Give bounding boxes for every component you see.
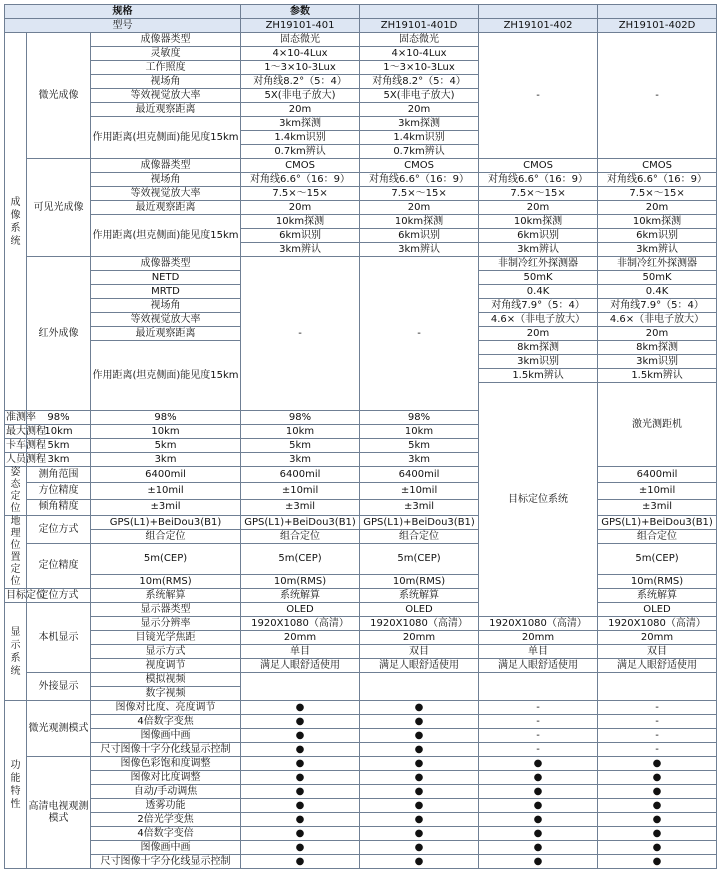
cell-value: 10m(RMS) bbox=[241, 575, 360, 589]
table-row bbox=[5, 467, 717, 483]
group-lowlight: 微光成像 bbox=[27, 33, 91, 159]
cell-value: GPS(L1)+BeiDou3(B1) bbox=[360, 516, 479, 530]
cell-value: ● bbox=[241, 757, 360, 771]
model-label: 型号 bbox=[5, 19, 241, 33]
row-label: 最近观察距离 bbox=[91, 201, 241, 215]
cell-value: ±10mil bbox=[360, 483, 479, 499]
cell-value: 5m(CEP) bbox=[241, 544, 360, 575]
row-label: 显示方式 bbox=[91, 645, 241, 659]
table-row bbox=[5, 855, 717, 869]
table-row bbox=[5, 659, 717, 673]
cell-value: 3km探测 bbox=[241, 117, 360, 131]
cell-value: 5km bbox=[91, 439, 241, 453]
cell-value: ● bbox=[241, 743, 360, 757]
table-row bbox=[5, 544, 717, 575]
spec-table bbox=[4, 4, 717, 869]
cell-value: 系统解算 bbox=[598, 589, 717, 603]
cell-value: 4×10-4Lux bbox=[360, 47, 479, 61]
cell-value: ● bbox=[241, 785, 360, 799]
cell-value: ● bbox=[479, 771, 598, 785]
row-label: 数字视频 bbox=[91, 687, 241, 701]
row-label: 透雾功能 bbox=[91, 799, 241, 813]
model-row bbox=[5, 19, 717, 33]
cell-value: 8km探测 bbox=[479, 341, 598, 355]
header-row bbox=[5, 5, 717, 19]
cell-value: - bbox=[479, 701, 598, 715]
cell-value: 满足人眼舒适使用 bbox=[479, 659, 598, 673]
cell-value: 组合定位 bbox=[91, 530, 241, 544]
cell-value: 单目 bbox=[479, 645, 598, 659]
row-label: 视度调节 bbox=[91, 659, 241, 673]
cell-value: 组合定位 bbox=[598, 530, 717, 544]
cell-value: 6km识别 bbox=[479, 229, 598, 243]
cell-value: 0.4K bbox=[598, 285, 717, 299]
cell-value: 满足人眼舒适使用 bbox=[360, 659, 479, 673]
row-label: 作用距离(坦克侧面)能见度15km bbox=[91, 215, 241, 257]
cell-value: 20m bbox=[241, 201, 360, 215]
row-label: 显示分辨率 bbox=[91, 617, 241, 631]
row-label: 显示器类型 bbox=[91, 603, 241, 617]
table-row bbox=[5, 589, 717, 603]
table-row bbox=[5, 215, 717, 229]
cell-value: 50mK bbox=[479, 271, 598, 285]
cell-value: 1.5km辨认 bbox=[479, 369, 598, 383]
model-401: ZH19101-401 bbox=[241, 19, 360, 33]
cell-value: 10km bbox=[360, 425, 479, 439]
row-label: 图像色彩饱和度调整 bbox=[91, 757, 241, 771]
cell-value: 3km bbox=[241, 453, 360, 467]
cell-value: 5m(CEP) bbox=[91, 544, 241, 575]
cell-value: ● bbox=[598, 813, 717, 827]
cell-value: 3km辨认 bbox=[241, 243, 360, 257]
table-row bbox=[5, 173, 717, 187]
group-laser: 激光测距机 bbox=[598, 383, 717, 467]
row-label: 自动/手动调焦 bbox=[91, 785, 241, 799]
cell-value: 对角线6.6°（16：9） bbox=[479, 173, 598, 187]
cell-value: ● bbox=[241, 799, 360, 813]
cell-value: GPS(L1)+BeiDou3(B1) bbox=[241, 516, 360, 530]
cell-value: - bbox=[598, 729, 717, 743]
table-row bbox=[5, 575, 717, 589]
row-label: 等效视觉放大率 bbox=[91, 89, 241, 103]
row-label: 定位方式 bbox=[27, 516, 91, 544]
cell-value: 7.5×～15× bbox=[598, 187, 717, 201]
cell-value: 6400mil bbox=[598, 467, 717, 483]
cell-value: ● bbox=[598, 799, 717, 813]
cell-value: 对角线6.6°（16：9） bbox=[360, 173, 479, 187]
cell-value: 组合定位 bbox=[360, 530, 479, 544]
row-label: 视场角 bbox=[91, 299, 241, 313]
cell-value: 固态微光 bbox=[241, 33, 360, 47]
cell-value: 20mm bbox=[598, 631, 717, 645]
cell-value: 对角线6.6°（16：9） bbox=[598, 173, 717, 187]
row-label: 作用距离(坦克侧面)能见度15km bbox=[91, 117, 241, 159]
cell-value: 对角线7.9°（5：4） bbox=[479, 299, 598, 313]
cell-value: ● bbox=[598, 785, 717, 799]
row-label: 定位精度 bbox=[27, 544, 91, 589]
row-label: 等效视觉放大率 bbox=[91, 187, 241, 201]
cell-value: 6400mil bbox=[91, 467, 241, 483]
cell-value: ● bbox=[241, 813, 360, 827]
cell-value: ±3mil bbox=[598, 499, 717, 515]
cell-value: ● bbox=[479, 855, 598, 869]
cell-value: 满足人眼舒适使用 bbox=[241, 659, 360, 673]
table-row bbox=[5, 159, 717, 173]
cell-value bbox=[598, 673, 717, 701]
group-target-pos: 目标定位 bbox=[6, 589, 46, 601]
row-label: 最近观察距离 bbox=[91, 103, 241, 117]
cell-value: 3km探测 bbox=[360, 117, 479, 131]
cell-value: 3km识别 bbox=[479, 355, 598, 369]
row-label: 定位方式 bbox=[27, 589, 91, 603]
cell-value: 3km bbox=[91, 453, 241, 467]
row-label: 成像器类型 bbox=[91, 159, 241, 173]
cell-value: 10m(RMS) bbox=[91, 575, 241, 589]
cell-value: - bbox=[479, 715, 598, 729]
cell-value: 5X(非电子放大) bbox=[360, 89, 479, 103]
row-label: 等效视觉放大率 bbox=[91, 313, 241, 327]
group-local-display: 本机显示 bbox=[27, 603, 91, 673]
cell-value: - bbox=[598, 743, 717, 757]
table-row bbox=[5, 201, 717, 215]
cell-value: CMOS bbox=[598, 159, 717, 173]
cell-value: 10km bbox=[27, 425, 91, 439]
row-label: 成像器类型 bbox=[91, 257, 241, 271]
cell-value: 1～3×10-3Lux bbox=[241, 61, 360, 75]
row-label: 最大测程 bbox=[6, 425, 46, 437]
cell-value: ● bbox=[360, 841, 479, 855]
table-row bbox=[5, 499, 717, 515]
cell-value: 3km识别 bbox=[598, 355, 717, 369]
table-row bbox=[5, 631, 717, 645]
category-display: 显示系统 bbox=[5, 603, 27, 701]
row-label: 图像画中画 bbox=[91, 729, 241, 743]
cell-value: 1.4km识别 bbox=[360, 131, 479, 145]
cell-value: ● bbox=[360, 701, 479, 715]
cell-value: ±10mil bbox=[241, 483, 360, 499]
cell-value: 满足人眼舒适使用 bbox=[598, 659, 717, 673]
cell-value: 对角线8.2°（5：4） bbox=[241, 75, 360, 89]
row-label: 图像画中画 bbox=[91, 841, 241, 855]
cell-value: 7.5×～15× bbox=[360, 187, 479, 201]
cell-value: ● bbox=[598, 757, 717, 771]
model-402d: ZH19101-402D bbox=[598, 19, 717, 33]
cell-value: CMOS bbox=[479, 159, 598, 173]
cell-value: 0.4K bbox=[479, 285, 598, 299]
cell-value: 20mm bbox=[241, 631, 360, 645]
cell-value: 双目 bbox=[360, 645, 479, 659]
table-row bbox=[5, 701, 717, 715]
row-label: 图像对比度调整 bbox=[91, 771, 241, 785]
row-label: NETD bbox=[91, 271, 241, 285]
cell-value: ±3mil bbox=[241, 499, 360, 515]
cell-value: CMOS bbox=[360, 159, 479, 173]
group-ext-display: 外接显示 bbox=[27, 673, 91, 701]
cell-value: 对角线7.9°（5：4） bbox=[598, 299, 717, 313]
row-label: 灵敏度 bbox=[91, 47, 241, 61]
cell-value: ● bbox=[241, 729, 360, 743]
cell-value: 98% bbox=[91, 411, 241, 425]
table-row bbox=[5, 743, 717, 757]
cell-value: GPS(L1)+BeiDou3(B1) bbox=[598, 516, 717, 530]
cell-value bbox=[479, 673, 598, 701]
cell-value: ● bbox=[360, 743, 479, 757]
table-row bbox=[5, 33, 717, 47]
cell-value: 6km识别 bbox=[360, 229, 479, 243]
table-row bbox=[5, 257, 717, 271]
table-row bbox=[5, 617, 717, 631]
cell-value: 1.4km识别 bbox=[241, 131, 360, 145]
cell-value: ● bbox=[360, 799, 479, 813]
table-row bbox=[5, 483, 717, 499]
cell-value: ±3mil bbox=[360, 499, 479, 515]
cell-value: 1～3×10-3Lux bbox=[360, 61, 479, 75]
table-row bbox=[5, 785, 717, 799]
cell-value: 1920X1080（高清） bbox=[360, 617, 479, 631]
spec-header: 规格 bbox=[5, 5, 241, 19]
cell-value: 1920X1080（高清） bbox=[479, 617, 598, 631]
cell-value: ● bbox=[241, 827, 360, 841]
table-row bbox=[5, 757, 717, 771]
cell-value: 98% bbox=[27, 411, 91, 425]
cell-value: 非制冷红外探测器 bbox=[479, 257, 598, 271]
cell-value: 0.7km辨认 bbox=[360, 145, 479, 159]
row-label: 模拟视频 bbox=[91, 673, 241, 687]
cell-value: 非制冷红外探测器 bbox=[598, 257, 717, 271]
table-row bbox=[5, 645, 717, 659]
cell-value: GPS(L1)+BeiDou3(B1) bbox=[91, 516, 241, 530]
cell-value: ● bbox=[360, 785, 479, 799]
table-row bbox=[5, 827, 717, 841]
cell-value: ● bbox=[479, 841, 598, 855]
cell-value: ● bbox=[360, 855, 479, 869]
cell-value: ● bbox=[241, 855, 360, 869]
cell-value: 单目 bbox=[241, 645, 360, 659]
row-label: 尺寸图像十字分化线显示控制 bbox=[91, 743, 241, 757]
cell-value: ● bbox=[479, 799, 598, 813]
cell-value: 7.5×～15× bbox=[241, 187, 360, 201]
category-target: 目标定位系统 bbox=[479, 383, 598, 617]
table-row bbox=[5, 799, 717, 813]
row-label: 2倍光学变焦 bbox=[91, 813, 241, 827]
cell-value: 1.5km辨认 bbox=[598, 369, 717, 383]
table-row bbox=[5, 771, 717, 785]
cell-value: ● bbox=[598, 827, 717, 841]
cell-value: 6400mil bbox=[241, 467, 360, 483]
cell-value: 3km bbox=[27, 453, 91, 467]
cell-value: ±10mil bbox=[91, 483, 241, 499]
cell-value: ±3mil bbox=[91, 499, 241, 515]
cell-value: 对角线6.6°（16：9） bbox=[241, 173, 360, 187]
cell-value: 5m(CEP) bbox=[598, 544, 717, 575]
cell-value: ● bbox=[241, 715, 360, 729]
group-attitude: 姿态定位 bbox=[5, 467, 27, 516]
model-402: ZH19101-402 bbox=[479, 19, 598, 33]
row-label: 图像对比度、亮度调节 bbox=[91, 701, 241, 715]
cell-value: 系统解算 bbox=[241, 589, 360, 603]
group-infrared: 红外成像 bbox=[27, 257, 91, 411]
cell-value: - bbox=[479, 743, 598, 757]
cell-value: 4.6×（非电子放大） bbox=[598, 313, 717, 327]
row-label: 4倍数字变焦 bbox=[91, 715, 241, 729]
cell-value: ● bbox=[360, 813, 479, 827]
cell-value: ● bbox=[241, 701, 360, 715]
cell-value: 20m bbox=[598, 201, 717, 215]
cell-value: 0.7km辨认 bbox=[241, 145, 360, 159]
cell-value: 双目 bbox=[598, 645, 717, 659]
table-row bbox=[5, 187, 717, 201]
cell-value: 3km bbox=[360, 453, 479, 467]
cell-value: 5km bbox=[27, 439, 91, 453]
category-function: 功能特性 bbox=[5, 701, 27, 869]
cell-value: 10km bbox=[241, 425, 360, 439]
cell-value: 组合定位 bbox=[241, 530, 360, 544]
cell-value: 6400mil bbox=[360, 467, 479, 483]
cell-value: 10m(RMS) bbox=[360, 575, 479, 589]
cell-value: ● bbox=[360, 771, 479, 785]
param-header: 参数 bbox=[241, 5, 360, 19]
cell-value: 7.5×～15× bbox=[479, 187, 598, 201]
cell-value: 10km探测 bbox=[241, 215, 360, 229]
row-label: 人员测程 bbox=[6, 453, 46, 465]
cell-value: ● bbox=[598, 771, 717, 785]
model-401d: ZH19101-401D bbox=[360, 19, 479, 33]
cell-value: ● bbox=[360, 729, 479, 743]
table-row bbox=[5, 841, 717, 855]
cell-value: ● bbox=[479, 785, 598, 799]
cell-value: 5km bbox=[241, 439, 360, 453]
cell-value: 6km识别 bbox=[598, 229, 717, 243]
table-row bbox=[5, 673, 717, 687]
cell-value: 20m bbox=[479, 327, 598, 341]
row-label: MRTD bbox=[91, 285, 241, 299]
cell-value: 98% bbox=[360, 411, 479, 425]
row-label: 工作照度 bbox=[91, 61, 241, 75]
cell-value: ● bbox=[598, 855, 717, 869]
table-row bbox=[5, 813, 717, 827]
cell-value: 10km探测 bbox=[598, 215, 717, 229]
cell-value: 10m(RMS) bbox=[598, 575, 717, 589]
cell-value: ● bbox=[360, 827, 479, 841]
cell-value bbox=[241, 673, 360, 701]
cell-value: 5km bbox=[360, 439, 479, 453]
cell-value: 20m bbox=[241, 103, 360, 117]
cell-value: 4.6×（非电子放大） bbox=[479, 313, 598, 327]
cell-value: ● bbox=[479, 757, 598, 771]
cell-value: 10km探测 bbox=[479, 215, 598, 229]
cell-value: 3km辨认 bbox=[598, 243, 717, 257]
row-label: 最近观察距离 bbox=[91, 327, 241, 341]
category-imaging: 成像系统 bbox=[5, 33, 27, 411]
row-label: 测角范围 bbox=[27, 467, 91, 483]
row-label: 尺寸图像十字分化线显示控制 bbox=[91, 855, 241, 869]
cell-value: 5X(非电子放大) bbox=[241, 89, 360, 103]
cell-value: 50mK bbox=[598, 271, 717, 285]
table-row bbox=[5, 729, 717, 743]
cell-value: - bbox=[360, 257, 479, 411]
cell-value: 8km探测 bbox=[598, 341, 717, 355]
cell-value: 系统解算 bbox=[91, 589, 241, 603]
cell-value: ● bbox=[479, 813, 598, 827]
cell-value: 固态微光 bbox=[360, 33, 479, 47]
cell-value: 20m bbox=[360, 201, 479, 215]
cell-value: 4×10-4Lux bbox=[241, 47, 360, 61]
cell-value: 20m bbox=[479, 201, 598, 215]
cell-value: ● bbox=[598, 841, 717, 855]
cell-value: CMOS bbox=[241, 159, 360, 173]
group-geo: 地理位置定位 bbox=[5, 516, 27, 589]
row-label: 倾角精度 bbox=[27, 499, 91, 515]
table-row bbox=[5, 516, 717, 530]
row-label: 成像器类型 bbox=[91, 33, 241, 47]
cell-value: OLED bbox=[241, 603, 360, 617]
cell-value: 3km辨认 bbox=[360, 243, 479, 257]
row-label: 作用距离(坦克侧面)能见度15km bbox=[91, 341, 241, 411]
group-lowlight-mode: 微光观测模式 bbox=[27, 701, 91, 757]
cell-value: - bbox=[598, 701, 717, 715]
table-row bbox=[5, 603, 717, 617]
cell-value: ±10mil bbox=[598, 483, 717, 499]
group-visible: 可见光成像 bbox=[27, 159, 91, 257]
row-label: 4倍数字变倍 bbox=[91, 827, 241, 841]
cell-value: 20mm bbox=[360, 631, 479, 645]
cell-value: 20m bbox=[598, 327, 717, 341]
cell-value: 1920X1080（高清） bbox=[598, 617, 717, 631]
cell-value: 5m(CEP) bbox=[360, 544, 479, 575]
cell-value: - bbox=[479, 729, 598, 743]
cell-value: 10km bbox=[91, 425, 241, 439]
cell-value: - bbox=[598, 33, 717, 159]
cell-value bbox=[360, 673, 479, 701]
cell-value: 系统解算 bbox=[360, 589, 479, 603]
row-label: 准测率 bbox=[6, 411, 36, 423]
cell-value: ● bbox=[241, 841, 360, 855]
cell-value: OLED bbox=[598, 603, 717, 617]
row-label: 目镜光学焦距 bbox=[91, 631, 241, 645]
table-row bbox=[5, 715, 717, 729]
cell-value: 3km辨认 bbox=[479, 243, 598, 257]
row-label: 视场角 bbox=[91, 75, 241, 89]
cell-value: 对角线8.2°（5：4） bbox=[360, 75, 479, 89]
group-hd-mode: 高清电视观测模式 bbox=[27, 757, 91, 869]
cell-value: - bbox=[479, 33, 598, 159]
cell-value: - bbox=[598, 715, 717, 729]
cell-value: 98% bbox=[241, 411, 360, 425]
row-label: 视场角 bbox=[91, 173, 241, 187]
cell-value: - bbox=[241, 257, 360, 411]
cell-value: ● bbox=[360, 715, 479, 729]
cell-value: ● bbox=[479, 827, 598, 841]
row-label: 方位精度 bbox=[27, 483, 91, 499]
cell-value: 20mm bbox=[479, 631, 598, 645]
cell-value: 20m bbox=[360, 103, 479, 117]
cell-value: 10km探测 bbox=[360, 215, 479, 229]
cell-value: 1920X1080（高清） bbox=[241, 617, 360, 631]
row-label: 卡车测程 bbox=[6, 439, 46, 451]
cell-value: ● bbox=[360, 757, 479, 771]
cell-value: 6km识别 bbox=[241, 229, 360, 243]
cell-value: OLED bbox=[360, 603, 479, 617]
table-row bbox=[5, 530, 717, 544]
cell-value: ● bbox=[241, 771, 360, 785]
